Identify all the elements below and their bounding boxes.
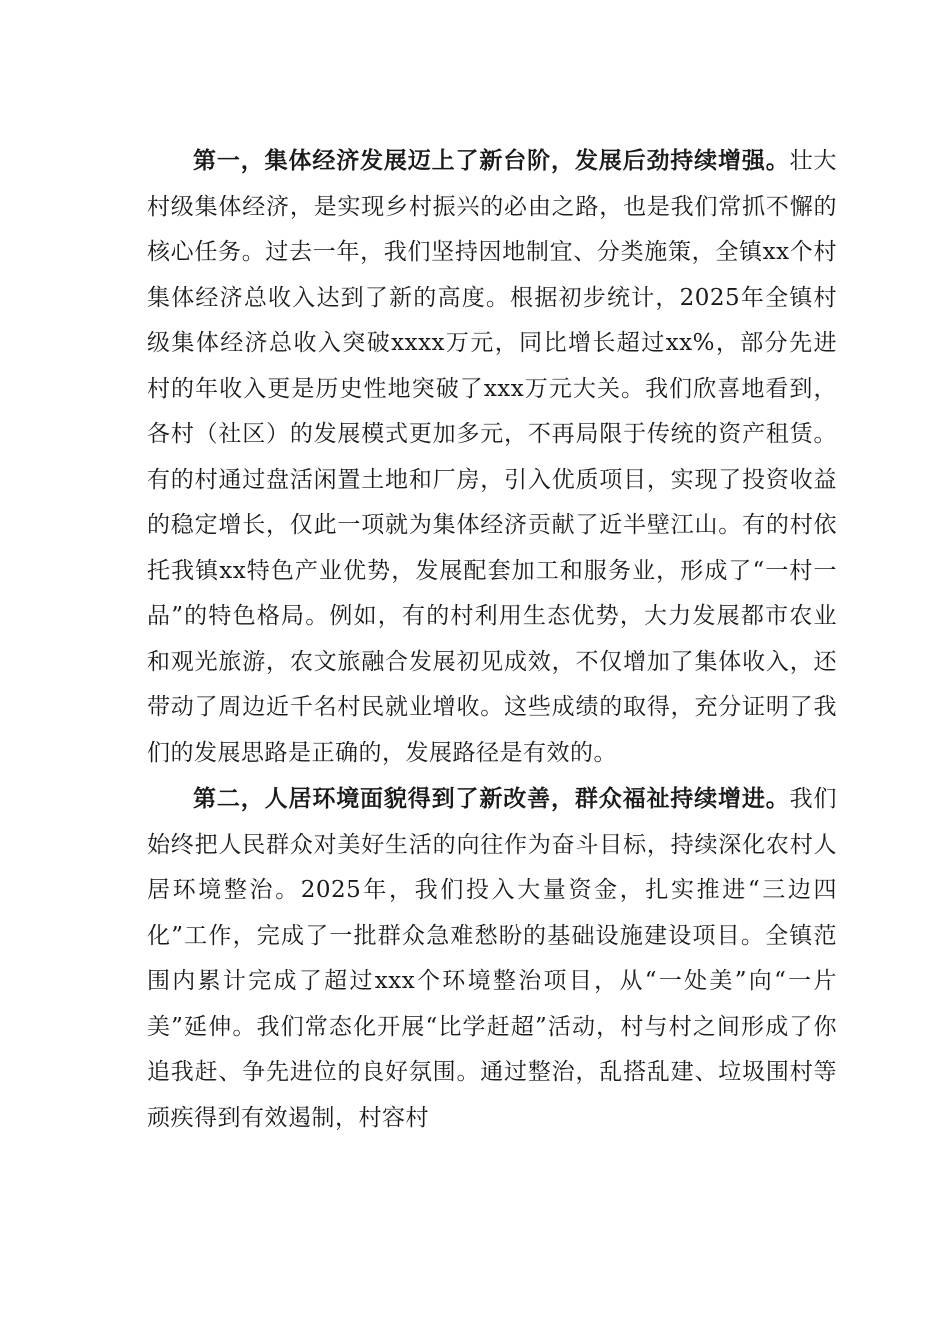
paragraph-collective-economy <box>147 138 837 776</box>
paragraph-body: 壮大村级集体经济，是实现乡村振兴的必由之路，也是我们常抓不懈的核心任务。过去一年，我们坚持因地制宜、分类施策，全镇xx个村集体经济总收入达到了新的高度。根据初步统计，2025年全镇村级集体经济总收入突破xxxx万元，同比增长超过xx%，部分先进村的年收入更是历史性地突破了xxx万元大关。我们欣喜地看到，各村（社区）的发展模式更加多元，不再局限于传统的资产租赁。有的村通过盘活闲置土地和厂房，引入优质项目，实现了投资收益的稳定增长，仅此一项就为集体经济贡献了近半壁江山。有的村依托我镇xx特色产业优势，发展配套加工和服务业，形成了“一村一品”的特色格局。例如，有的村利用生态优势，大力发展都市农业和观光旅游，农文旅融合发展初见成效，不仅增加了集体收入，还带动了周边近千名村民就业增收。这些成绩的取得，充分证明了我们的发展思路是正确的，发展路径是有效的。 <box>147 148 838 766</box>
paragraph-lead: 第二，人居环境面貌得到了新改善，群众福祉持续增进。 <box>193 785 790 812</box>
paragraph-living-environment <box>147 776 837 1141</box>
paragraph-lead: 第一，集体经济发展迈上了新台阶，发展后劲持续增强。 <box>193 147 790 174</box>
paragraph-body: 我们始终把人民群众对美好生活的向往作为奋斗目标，持续深化农村人居环境整治。2025年，我们投入大量资金，扎实推进“三边四化”工作，完成了一批群众急难愁盼的基础设施建设项目。全镇范围内累计完成了超过xxx个环境整治项目，从“一处美”向“一片美”延伸。我们常态化开展“比学赶超”活动，村与村之间形成了你追我赶、争先进位的良好氛围。通过整治，乱搭乱建、垃圾围村等顽疾得到有效遏制，村容村 <box>147 786 838 1131</box>
document-body <box>147 138 837 1141</box>
